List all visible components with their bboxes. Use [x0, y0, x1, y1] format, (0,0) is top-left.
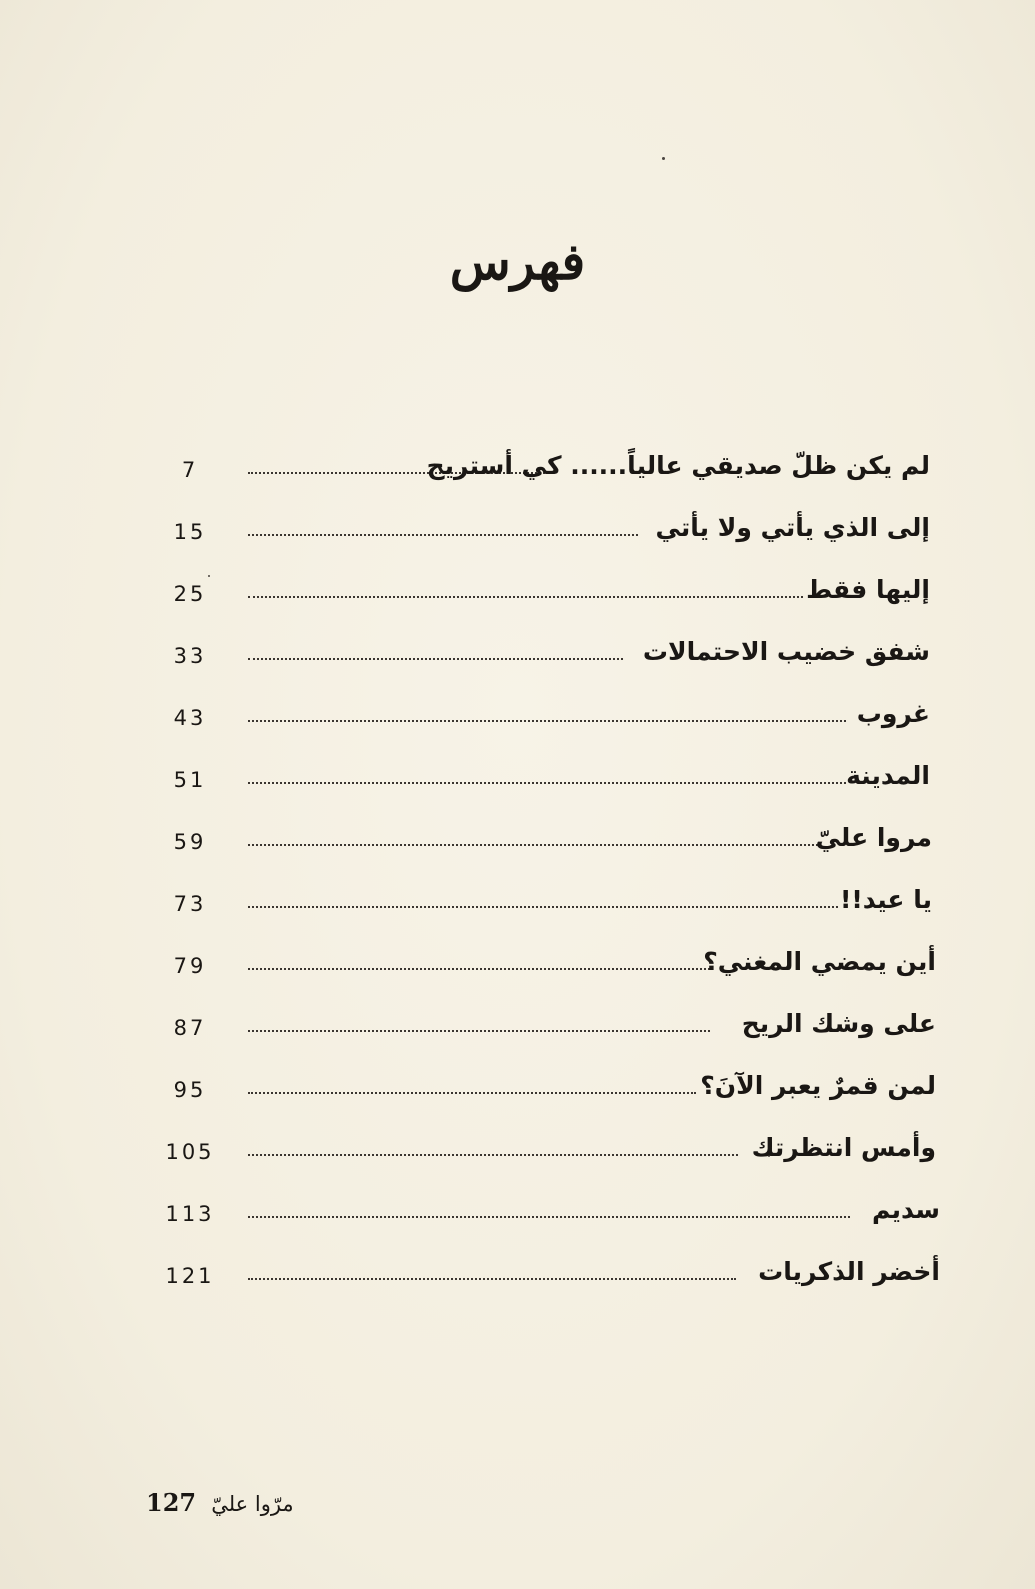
page-footer — [146, 1488, 294, 1517]
dot-leader — [248, 1278, 736, 1280]
toc-page-number: 113 — [165, 1202, 215, 1226]
toc-page-number: 95 — [173, 1078, 207, 1102]
toc-entry-title: يا عيد!! — [839, 885, 932, 914]
toc-entry-title: أخضر الذكريات — [758, 1257, 940, 1286]
toc-entry-title: أين يمضي المغني؟ — [703, 947, 936, 976]
toc-entry-title: وأمس انتظرتك — [751, 1133, 936, 1162]
dot-leader — [248, 1216, 850, 1218]
dot-leader — [248, 1092, 696, 1094]
dot-leader — [248, 844, 818, 846]
toc-entry-title: إلى الذي يأتي ولا يأتي — [655, 513, 930, 542]
print-speck — [662, 157, 665, 160]
toc-heading: فهرس — [449, 232, 586, 291]
toc-page-number: 73 — [173, 892, 207, 916]
dot-leader — [248, 534, 638, 536]
dot-leader — [248, 782, 846, 784]
toc-entry — [160, 438, 950, 488]
toc-page-number: 79 — [173, 954, 207, 978]
toc-entry-title: شفق خضيب الاحتمالات — [642, 637, 930, 666]
toc-entry-title: لم يكن ظلّ صديقي عالياً...... كي أستريح — [426, 451, 930, 480]
toc-entry — [160, 1182, 950, 1232]
toc-entry — [160, 996, 950, 1046]
toc-entry-title: إليها فقط — [806, 575, 930, 604]
toc-page-number: 33 — [173, 644, 207, 668]
footer-book-title: مرّوا عليّ — [211, 1492, 294, 1516]
toc-entry-title: مروا عليّ — [815, 823, 932, 852]
toc-entry-title: المدينة — [846, 761, 930, 790]
dot-leader — [248, 720, 846, 722]
toc-page-number: 59 — [173, 830, 207, 854]
toc-entry — [160, 1120, 950, 1170]
toc-page-number: 43 — [173, 706, 207, 730]
toc-page-number: 15 — [173, 520, 207, 544]
dot-leader — [248, 596, 803, 598]
toc-entry — [160, 872, 950, 922]
toc-entry — [160, 748, 950, 798]
toc-page-number: 7 — [181, 458, 199, 482]
toc-entry — [160, 810, 950, 860]
dot-leader — [248, 906, 838, 908]
dot-leader — [248, 968, 710, 970]
toc-page-number: 105 — [165, 1140, 215, 1164]
dot-leader — [248, 1154, 738, 1156]
toc-entry — [160, 624, 950, 674]
toc-page-number: 51 — [173, 768, 207, 792]
toc-entry — [160, 934, 950, 984]
toc-entry — [160, 1058, 950, 1108]
toc-entry — [160, 1244, 950, 1294]
toc-entry-title: سديم — [871, 1195, 940, 1224]
toc-entry-title: غروب — [856, 699, 930, 728]
footer-page-number: 127 — [146, 1488, 197, 1517]
toc-entry — [160, 562, 950, 612]
dot-leader — [248, 1030, 710, 1032]
toc-page-number: 87 — [173, 1016, 207, 1040]
toc-entry-title: لمن قمرٌ يعبر الآنَ؟ — [700, 1071, 936, 1100]
toc-page-number: 25 — [173, 582, 207, 606]
toc-entry — [160, 686, 950, 736]
dot-leader — [248, 658, 623, 660]
toc-entry-title: على وشك الريح — [741, 1009, 936, 1038]
toc-entry — [160, 500, 950, 550]
toc-page-number: 121 — [165, 1264, 215, 1288]
